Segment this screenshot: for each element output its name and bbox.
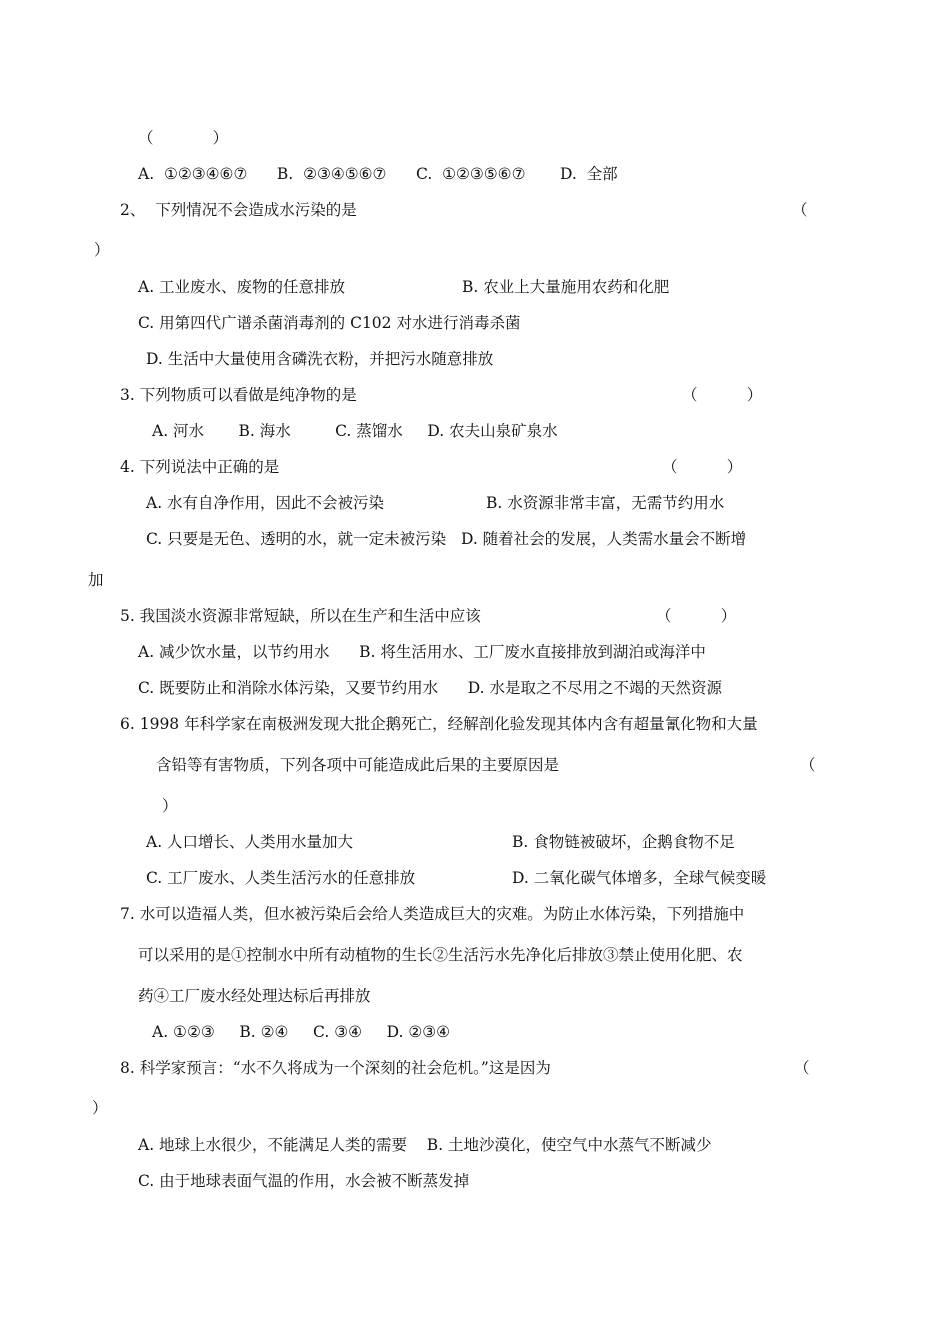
q4-option-a: A. 水有自净作用，因此不会被污染 (146, 494, 385, 512)
q3-options: A. 河水 B. 海水 C. 蒸馏水 D. 农夫山泉矿泉水 (152, 422, 558, 440)
q5-option-a-b: A. 减少饮水量，以节约用水 B. 将生活用水、工厂废水直接排放到湖泊或海洋中 (138, 643, 706, 661)
q8-blank-open: （ (794, 1059, 810, 1077)
q2-option-a: A. 工业废水、废物的任意排放 (138, 278, 346, 296)
q1-options: A. ①②③④⑥⑦ B. ②③④⑤⑥⑦ C. ①②③⑤⑥⑦ D. 全部 (138, 165, 618, 183)
q2-stem: 2、 下列情况不会造成水污染的是 (120, 201, 357, 219)
q4-blank: （ ） (662, 458, 743, 476)
q8-option-c: C. 由于地球表面气温的作用，水会被不断蒸发掉 (138, 1172, 470, 1190)
q7-options: A. ①②③ B. ②④ C. ③④ D. ②③④ (152, 1023, 451, 1041)
q6-option-b: B. 食物链被破坏，企鹅食物不足 (512, 833, 735, 851)
q8-option-a-b: A. 地球上水很少，不能满足人类的需要 B. 土地沙漠化，使空气中水蒸气不断减少 (138, 1136, 712, 1154)
q4-option-d-wrap: 加 (88, 571, 104, 589)
q4-option-b: B. 水资源非常丰富，无需节约用水 (486, 494, 725, 512)
q6-blank-open: （ (800, 756, 816, 774)
q2-option-d: D. 生活中大量使用含磷洗衣粉，并把污水随意排放 (146, 350, 494, 368)
q2-blank-close: ） (94, 241, 110, 259)
q8-stem: 8. 科学家预言：“水不久将成为一个深刻的社会危机。”这是因为 (120, 1059, 551, 1077)
q2-option-b: B. 农业上大量施用农药和化肥 (462, 278, 670, 296)
q4-stem: 4. 下列说法中正确的是 (120, 458, 280, 476)
q5-blank: （ ） (656, 607, 737, 625)
q6-blank-close: ） (162, 797, 178, 815)
q2-option-c: C. 用第四代广谱杀菌消毒剂的 C102 对水进行消毒杀菌 (138, 314, 521, 332)
q7-stem: 7. 水可以造福人类，但水被污染后会给人类造成巨大的灾难。为防止水体污染，下列措施中 (120, 905, 745, 923)
q6-option-c: C. 工厂废水、人类生活污水的任意排放 (146, 869, 416, 887)
q3-blank: （ ） (682, 386, 763, 404)
q2-blank-open: （ (792, 201, 808, 219)
q6-stem-continued: 含铅等有害物质，下列各项中可能造成此后果的主要原因是 (156, 756, 560, 774)
q8-blank-close: ） (92, 1099, 108, 1117)
q5-stem: 5. 我国淡水资源非常短缺，所以在生产和生活中应该 (120, 607, 481, 625)
q4-option-c-d: C. 只要是无色、透明的水，就一定未被污染 D. 随着社会的发展，人类需水量会不断增 (146, 530, 747, 548)
q6-option-a: A. 人口增长、人类用水量加大 (146, 833, 354, 851)
q6-option-d: D. 二氧化碳气体增多，全球气候变暖 (512, 869, 767, 887)
q7-stem-end: 药④工厂废水经处理达标后再排放 (138, 987, 371, 1005)
q6-stem: 6. 1998 年科学家在南极洲发现大批企鹅死亡，经解剖化验发现其体内含有超量氰化物和大量 (120, 715, 758, 733)
q1-answer-blank: （ ） (138, 129, 229, 147)
q5-option-c-d: C. 既要防止和消除水体污染，又要节约用水 D. 水是取之不尽用之不竭的天然资源 (138, 679, 722, 697)
q7-stem-continued: 可以采用的是①控制水中所有动植物的生长②生活污水先净化后排放③禁止使用化肥、农 (138, 946, 743, 964)
q3-stem: 3. 下列物质可以看做是纯净物的是 (120, 386, 357, 404)
